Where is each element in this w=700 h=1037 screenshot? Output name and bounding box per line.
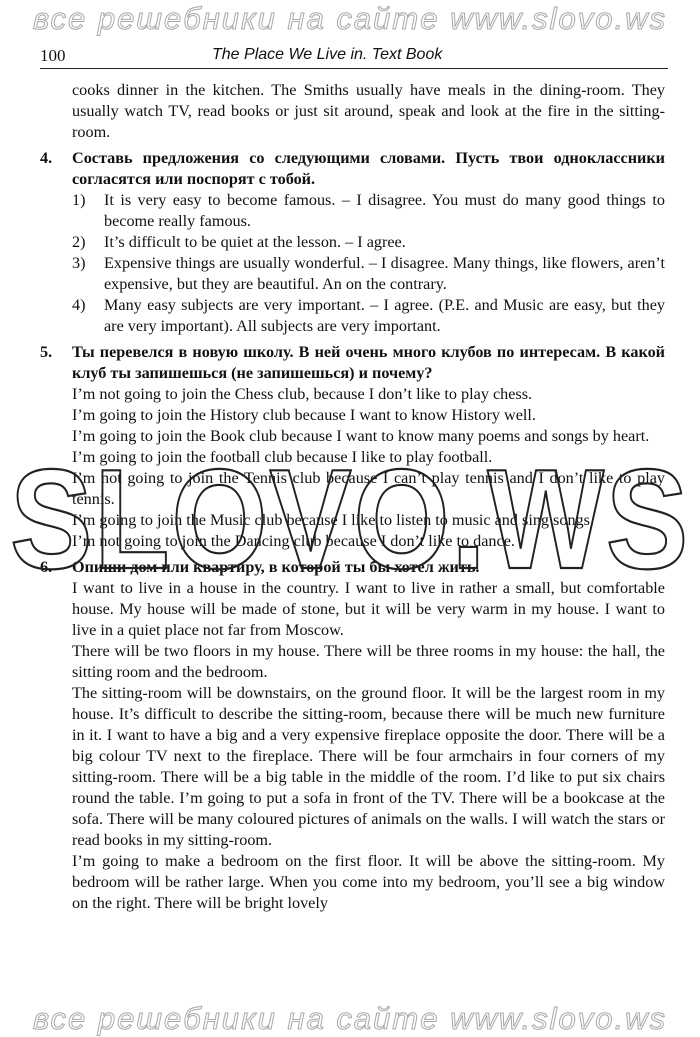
text-paragraph: The sitting-room will be downstairs, on the ground floor. It will be the largest room in my house. It’s difficult to describe the sitting-room, because there will be much new furniture in it. I want to have a big and a very expensive fireplace opposite the door. There will be a big colour TV next to the fireplace. There will be four armchairs in four corners of my sitting-room. There will be a big table in the middle of the room. I’d like to put six chairs round the table. I’m going to put a sofa in front of the TV. There will be a bookcase at the sofa. There will be many coloured pictures of animals on the walls. I will watch the stars or read books in my sitting-room. [72,684,665,849]
task-6 [40,557,665,914]
list-item [72,253,665,295]
running-title: The Place We Live in. Text Book [212,46,443,63]
item-number: 4) [72,296,86,314]
task-question: Составь предложения со следующими словами. Пусть твои одноклассники согласятся или поспорят с тобой. [72,149,665,188]
answer-line: I’m not going to join the Dancing club because I don’t like to dance. [72,532,515,550]
item-text: Expensive things are usually wonderful. – I disagree. Many things, like flowers, aren’t expensive, but they are beautiful. An on the contrary. [104,254,665,293]
intro-paragraph: cooks dinner in the kitchen. The Smiths usually have meals in the dining-room. They usually watch TV, read books or just sit around, speak and look at the fire in the sitting-room. [72,81,665,141]
answer-line: I’m not going to join the Chess club, because I don’t like to play chess. [72,385,533,403]
answer-line: I’m not going to join the Tennis club because I can’t play tennis and I don’t like to play tennis. [72,469,665,508]
item-text: It is very easy to become famous. – I disagree. You must do many good things to become really famous. [104,191,665,230]
page-header [40,42,668,69]
answer-line: I’m going to join the Book club because I want to know many poems and songs by heart. [72,427,650,445]
watermark-bottom-banner: все решебники на сайте www.slovo.ws [32,1001,668,1036]
answer-line: I’m going to join the History club because I want to know History well. [72,406,536,424]
list-item [72,190,665,232]
task-question: Опиши дом или квартиру, в которой ты бы хотел жить. [72,558,480,576]
text-paragraph: I want to live in a house in the country. I want to live in rather a small, but comfortable house. My house will be made of stone, but it will be very warm in my house. I want to live in a quiet place not far from Moscow. [72,579,665,639]
text-paragraph: There will be two floors in my house. There will be three rooms in my house: the hall, the sitting room and the bedroom. [72,642,665,681]
item-number: 1) [72,191,86,209]
item-text: Many easy subjects are very important. – I agree. (P.E. and Music are easy, but they are very important). All subjects are very important. [104,296,665,335]
task-number: 4. [40,149,53,167]
item-number: 2) [72,233,86,251]
task-number: 5. [40,343,53,361]
answer-line: I’m going to join the Music club because I like to listen to music and sing songs. [72,511,594,529]
task-question: Ты перевелся в новую школу. В ней очень много клубов по интересам. В какой клуб ты запишешься (не запишешься) и почему? [72,343,665,382]
task-4 [40,148,665,337]
answer-list [72,190,665,337]
task-number: 6. [40,558,53,576]
item-text: It’s difficult to be quiet at the lesson. – I agree. [104,233,406,251]
list-item [72,295,665,337]
answer-line: I’m going to join the football club because I like to play football. [72,448,493,466]
watermark-top-banner: все решебники на сайте www.slovo.ws [32,1,668,36]
page-body [40,80,665,914]
item-number: 3) [72,254,86,272]
page-number: 100 [40,46,66,65]
text-paragraph: I’m going to make a bedroom on the first floor. It will be above the sitting-room. My bedroom will be rather large. When you come into my bedroom, you’ll see a big window on the right. There will be bright lovely [72,852,665,912]
list-item [72,232,665,253]
task-5 [40,342,665,552]
watermark-logo-text: SLOVO.WS [10,446,690,596]
